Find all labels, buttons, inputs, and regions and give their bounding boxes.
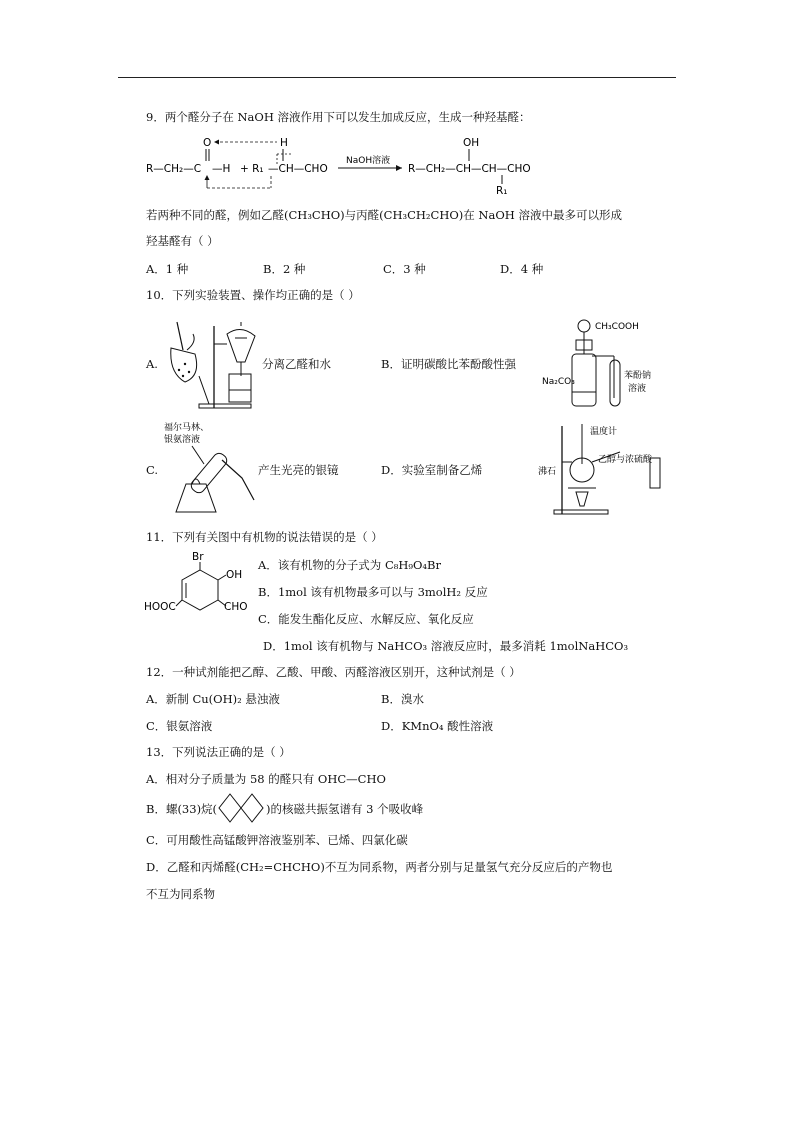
q10-a-separatory-funnel [165, 318, 265, 410]
q10-d-thermo-label: 温度计 [590, 427, 618, 437]
q11-cho: CHO [224, 601, 248, 613]
q9-h-left: —H [212, 163, 231, 175]
q10-stem: 10．下列实验装置、操作均正确的是（ ） [146, 288, 360, 302]
q12-stem: 12．一种试剂能把乙醇、乙酸、甲酸、丙醛溶液区别开，这种试剂是（ ） [146, 665, 521, 679]
q13-option-b-post: )的核磁共振氢谱有 3 个吸收峰 [266, 802, 424, 816]
q9-h-top: H [280, 137, 288, 149]
q12-option-d: D．KMnO₄ 酸性溶液 [381, 719, 494, 733]
q9-o-top: O [203, 137, 212, 149]
q10-c-letter: C. [146, 463, 159, 477]
q9-stem: 9．两个醛分子在 NaOH 溶液作用下可以发生加成反应，生成一种羟基醛： [146, 110, 531, 124]
q11-structure [140, 550, 260, 620]
q10-b-salt-label: Na₂CO₃ [542, 377, 575, 387]
q10-d-stone-label: 沸石 [538, 467, 557, 477]
q9-product-oh: OH [463, 137, 480, 149]
q11-option-b: B．1mol 该有机物最多可以与 3molH₂ 反应 [258, 585, 488, 599]
q10-b-sol-label2: 溶液 [628, 384, 647, 394]
q11-option-c: C．能发生酯化反应、水解反应、氧化反应 [258, 612, 474, 626]
q13-option-b-pre: B．螺(33)烷( [146, 802, 218, 816]
q9-r-ch2-c: R—CH₂—C [146, 163, 202, 175]
q9-option-a: A．1 种 [146, 262, 189, 276]
q13-option-a: A．相对分子质量为 58 的醛只有 OHC—CHO [146, 772, 386, 786]
q10-a-letter: A. [146, 357, 158, 371]
q11-br: Br [192, 551, 204, 563]
q13-option-d-line1: D．乙醛和丙烯醛(CH₂=CHCHO)不互为同系物，两者分别与足量氢气充分反应后的产物也 [146, 860, 613, 874]
q11-oh: OH [226, 569, 243, 581]
q10-c-text: 产生光亮的银镜 [258, 463, 339, 477]
q13-stem: 13．下列说法正确的是（ ） [146, 745, 291, 759]
q10-b-text: B．证明碳酸比苯酚酸性强 [381, 357, 516, 371]
q11-stem: 11．下列有关图中有机物的说法错误的是（ ） [146, 530, 383, 544]
q9-line2: 若两种不同的醛，例如乙醛(CH₃CHO)与丙醛(CH₃CH₂CHO)在 NaOH 溶液中最多可以形成 [146, 208, 622, 222]
q12-option-a: A．新制 Cu(OH)₂ 悬浊液 [146, 692, 280, 706]
header-rule [118, 77, 676, 78]
q9-option-b: B．2 种 [263, 262, 306, 276]
q10-b-acid-apparatus [540, 318, 670, 410]
q10-c-label2: 银氨溶液 [164, 435, 201, 445]
q10-b-acid-label: CH₃COOH [595, 322, 639, 332]
q13-spiro-structure [218, 792, 264, 824]
q10-d-ethylene-apparatus [538, 422, 670, 518]
q13-option-d-line2: 不互为同系物 [146, 887, 215, 901]
q9-plus-r1: + R₁ [240, 163, 264, 175]
q9-option-c: C．3 种 [383, 262, 426, 276]
q9-line3: 羟基醛有（ ） [146, 234, 219, 248]
q10-a-text: 分离乙醛和水 [262, 357, 331, 371]
q10-d-mix-label: 乙醇与浓硫酸 [598, 455, 653, 465]
q10-d-text: D．实验室制备乙烯 [381, 463, 483, 477]
q13-option-c: C．可用酸性高锰酸钾溶液鉴别苯、已烯、四氯化碳 [146, 833, 408, 847]
q9-aldol-scheme [140, 134, 560, 197]
q12-option-b: B．溴水 [381, 692, 424, 706]
q12-option-c: C．银氨溶液 [146, 719, 213, 733]
q9-option-d: D．4 种 [500, 262, 544, 276]
q11-hooc: HOOC [144, 601, 176, 613]
q10-c-label1: 福尔马林、 [164, 423, 210, 433]
q9-arrow-label: NaOH溶液 [346, 156, 391, 166]
q10-c-silver-mirror [162, 420, 262, 516]
q9-ch-cho: —CH—CHO [268, 163, 328, 175]
q11-option-a: A．该有机物的分子式为 C₈H₉O₄Br [258, 558, 441, 572]
q9-product: R—CH₂—CH—CH—CHO [408, 163, 531, 175]
q9-product-r1: R₁ [496, 185, 508, 197]
q10-b-sol-label1: 苯酚钠 [624, 371, 652, 381]
q11-option-d: D．1mol 该有机物与 NaHCO₃ 溶液反应时，最多消耗 1molNaHCO₃ [263, 639, 629, 653]
